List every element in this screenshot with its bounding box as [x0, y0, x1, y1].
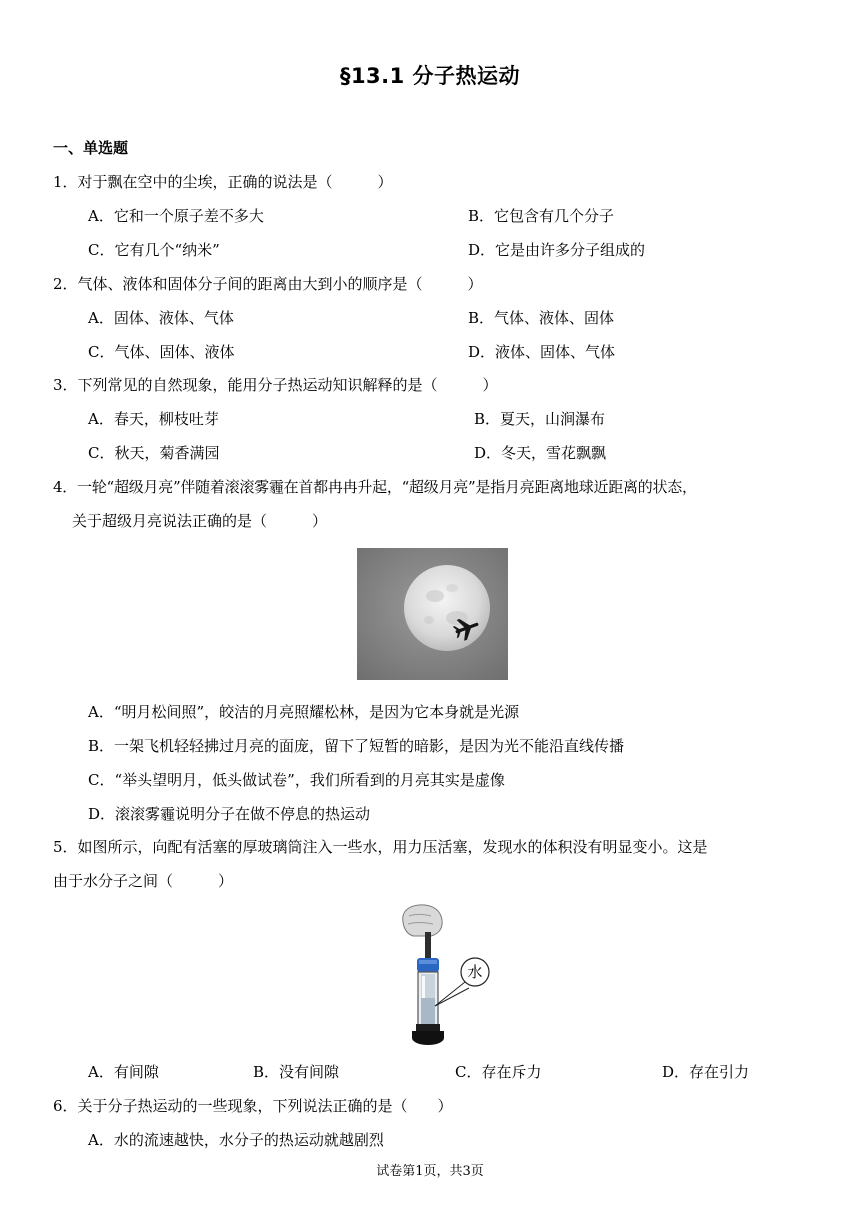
question-5-option-b[interactable]: B．没有间隙 [253, 1063, 340, 1081]
water-label: 水 [467, 963, 483, 981]
question-6-stem: 6．关于分子热运动的一些现象，下列说法正确的是（ ） [53, 1097, 453, 1115]
question-2-stem: 2．气体、液体和固体分子间的距离由大到小的顺序是（ ） [53, 275, 483, 293]
question-3-stem: 3．下列常见的自然现象，能用分子热运动知识解释的是（ ） [53, 376, 498, 394]
question-5-option-a[interactable]: A．有间隙 [88, 1063, 159, 1081]
question-5-option-c[interactable]: C．存在斥力 [455, 1063, 542, 1081]
question-1-option-c[interactable]: C．它有几个“纳米” [88, 241, 220, 259]
question-3-option-a[interactable]: A．春天，柳枝吐芽 [88, 410, 219, 428]
question-5-option-d[interactable]: D．存在引力 [662, 1063, 750, 1081]
moon-icon [404, 565, 490, 651]
question-5-stem-continued: 由于水分子之间（ ） [53, 872, 234, 890]
question-1-stem: 1．对于飘在空中的尘埃，正确的说法是（ ） [53, 173, 393, 191]
question-2-option-b[interactable]: B．气体、液体、固体 [468, 309, 615, 327]
question-3-option-b[interactable]: B．夏天，山涧瀑布 [474, 410, 606, 428]
page-title: §13.1 分子热运动 [339, 64, 521, 88]
question-2-option-c[interactable]: C．气体、固体、液体 [88, 343, 235, 361]
question-4-stem: 4．一轮“超级月亮”伴随着滚滚雾霾在首都冉冉升起，“超级月亮”是指月亮距离地球近距离的状态， [53, 478, 697, 496]
question-2-option-d[interactable]: D．液体、固体、气体 [468, 343, 616, 361]
question-2-option-a[interactable]: A．固体、液体、气体 [88, 309, 234, 327]
question-1-option-a[interactable]: A．它和一个原子差不多大 [88, 207, 264, 225]
question-4-option-b[interactable]: B．一架飞机轻轻拂过月亮的面庞，留下了短暂的暗影，是因为光不能沿直线传播 [88, 737, 625, 755]
piston-cylinder-figure [395, 902, 515, 1052]
question-3-option-d[interactable]: D．冬天，雪花飘飘 [474, 444, 607, 462]
section-heading: 一、单选题 [53, 139, 129, 157]
question-5-stem: 5．如图所示，向配有活塞的厚玻璃筒注入一些水，用力压活塞，发现水的体积没有明显变小。这是 [53, 838, 708, 856]
supermoon-photo [357, 548, 508, 680]
question-1-option-d[interactable]: D．它是由许多分子组成的 [468, 241, 646, 259]
question-6-option-a[interactable]: A．水的流速越快，水分子的热运动就越剧烈 [88, 1131, 384, 1149]
question-3-option-c[interactable]: C．秋天，菊香满园 [88, 444, 220, 462]
question-4-stem-continued: 关于超级月亮说法正确的是（ ） [72, 512, 328, 530]
question-4-option-a[interactable]: A．“明月松间照”，皎洁的月亮照耀松林，是因为它本身就是光源 [88, 703, 520, 721]
question-4-option-d[interactable]: D．滚滚雾霾说明分子在做不停息的热运动 [88, 805, 371, 823]
page-footer: 试卷第1页，共3页 [376, 1164, 484, 1179]
question-1-option-b[interactable]: B．它包含有几个分子 [468, 207, 615, 225]
question-4-option-c[interactable]: C．“举头望明月，低头做试卷”，我们所看到的月亮其实是虚像 [88, 771, 505, 789]
